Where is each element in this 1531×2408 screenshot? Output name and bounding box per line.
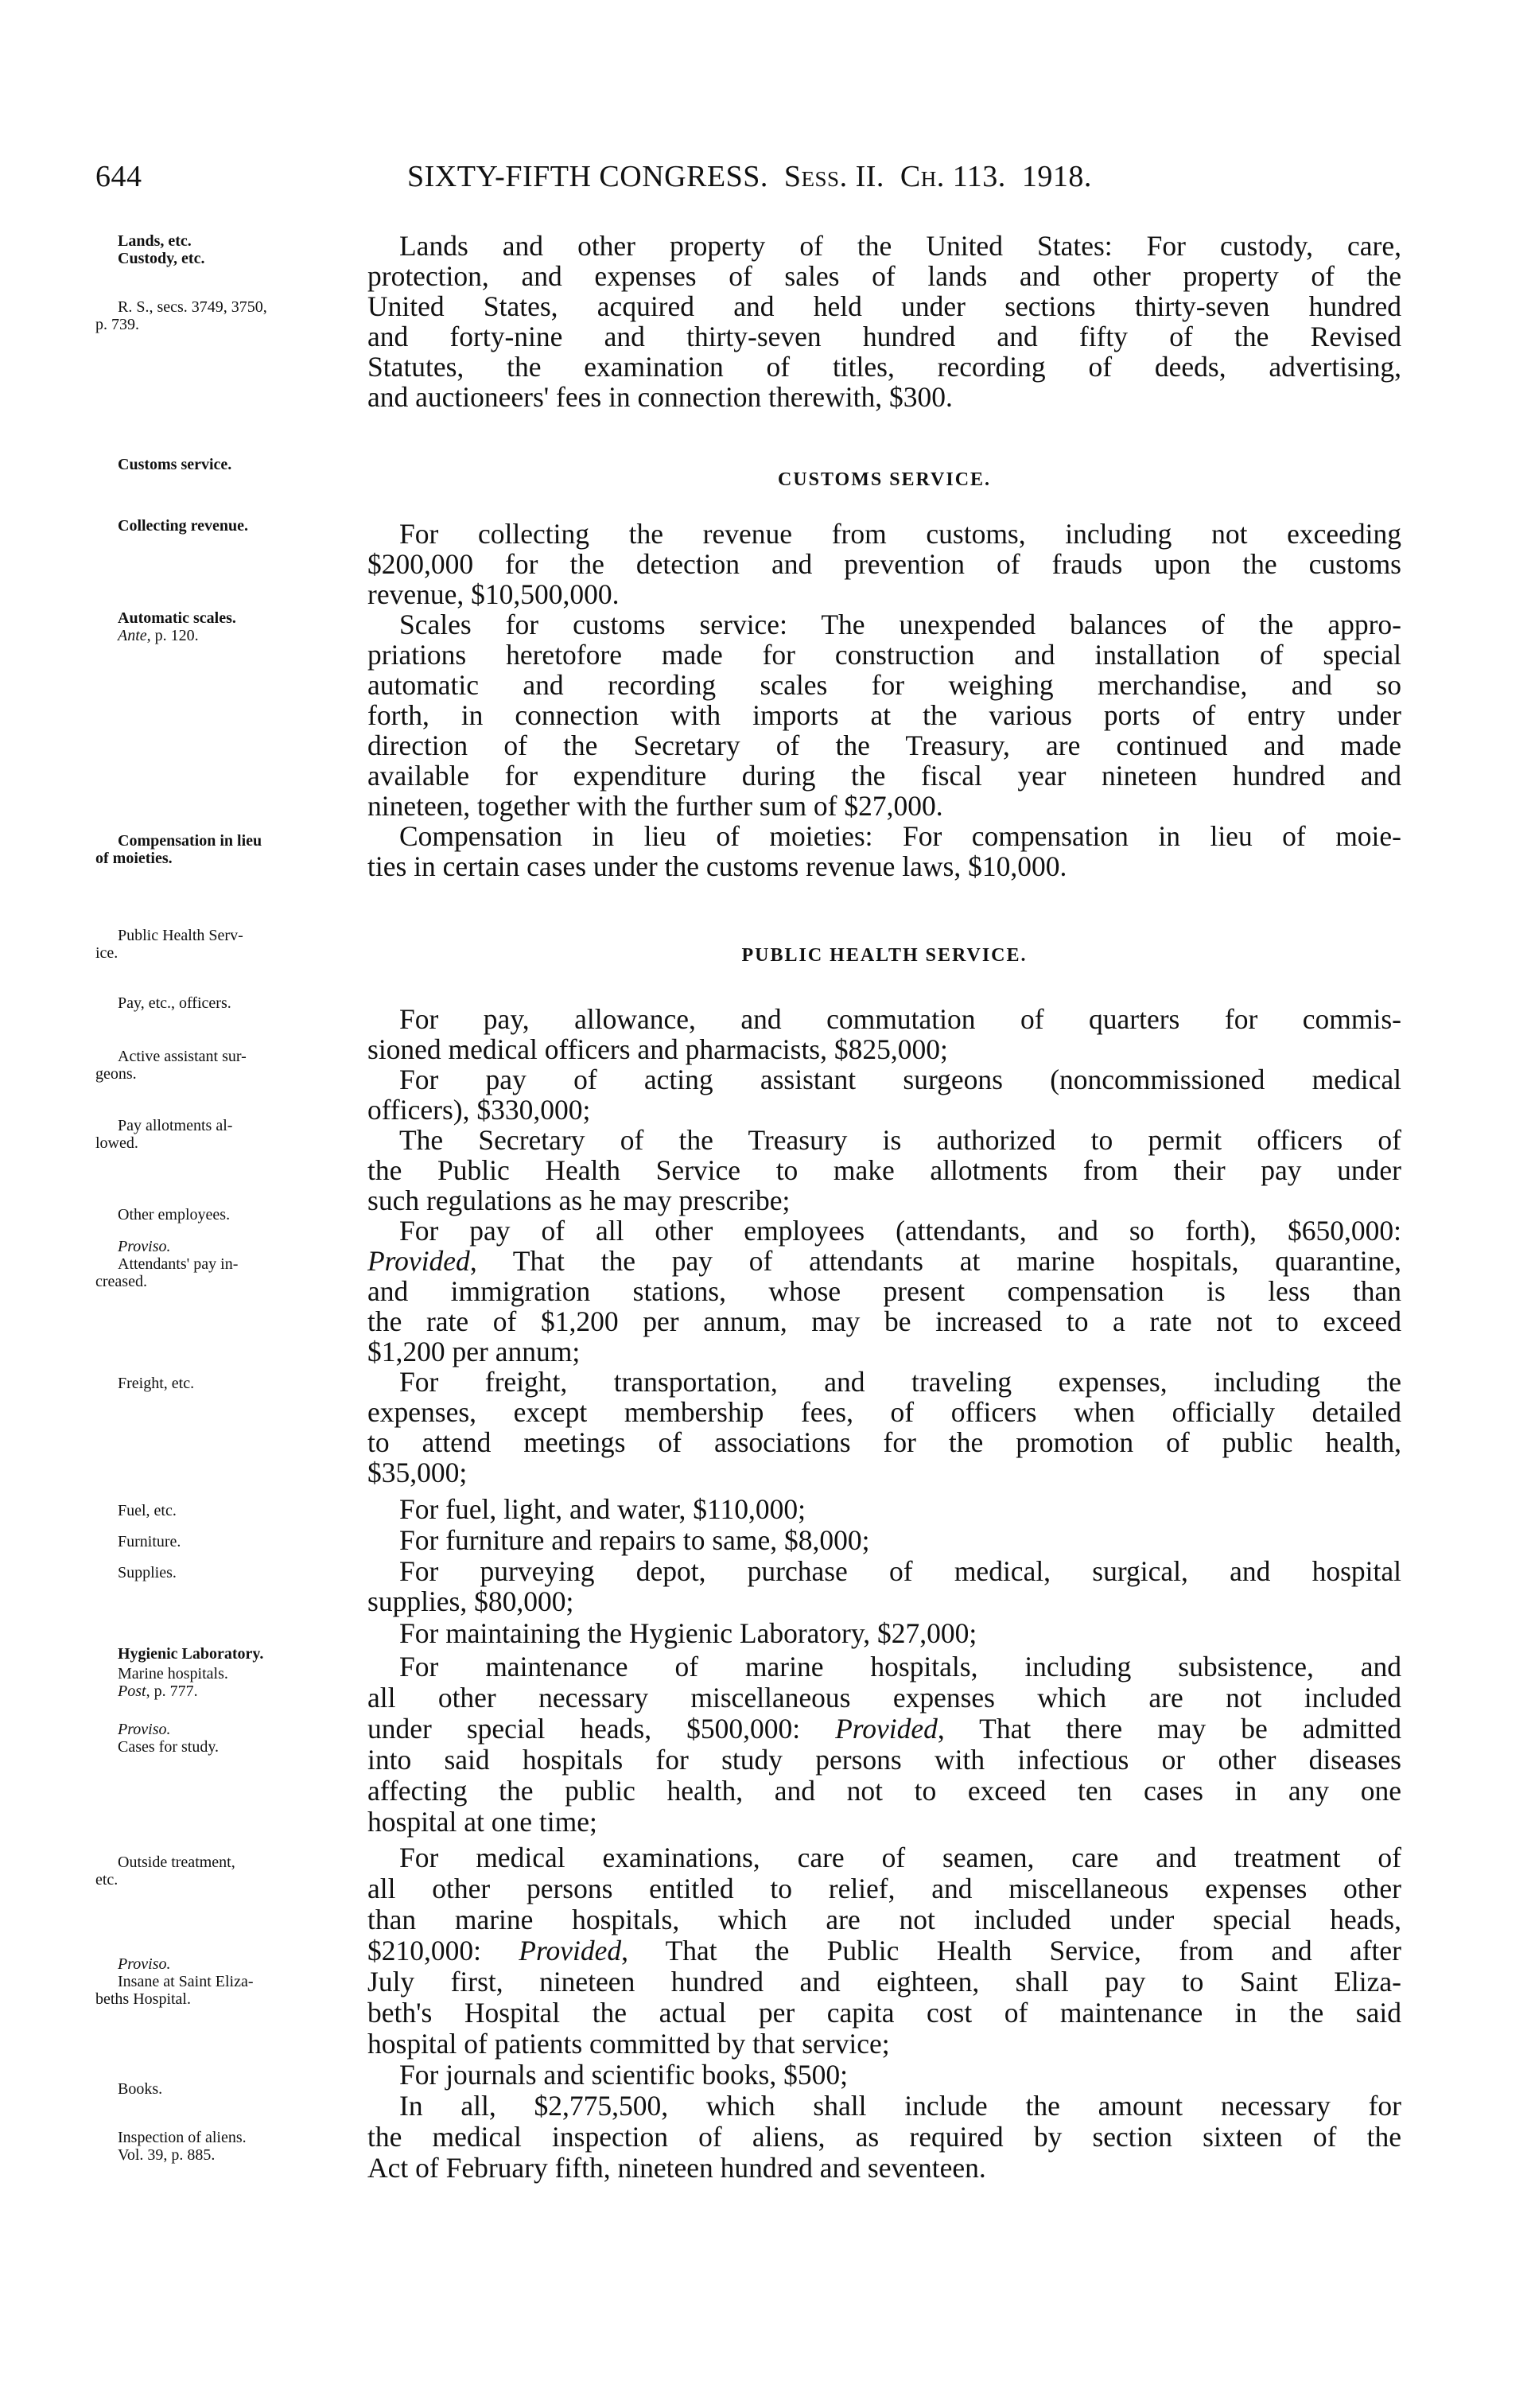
section-heading-customs: CUSTOMS SERVICE. bbox=[777, 469, 992, 490]
body-line: forth, in connection with imports at the various ports of entry under bbox=[367, 699, 1401, 731]
body-line: For fuel, light, and water, $110,000; bbox=[399, 1493, 806, 1525]
margin-note-books: Books. bbox=[118, 2080, 163, 2098]
margin-note-lands: Lands, etc. Custody, etc. bbox=[118, 232, 205, 267]
margin-note-collecting: Collecting revenue. bbox=[118, 517, 249, 535]
margin-note-fuel: Fuel, etc. bbox=[118, 1502, 177, 1519]
margin-note-allotments: Pay allotments al- lowed. bbox=[95, 1117, 233, 1152]
body-line: hospital of patients committed by that service; bbox=[367, 2028, 890, 2060]
margin-note-proviso-attendants: Proviso. Attendants' pay in- creased. bbox=[95, 1238, 239, 1290]
running-title: SIXTY-FIFTH CONGRESS. bbox=[407, 160, 768, 193]
body-line: Lands and other property of the United States: For custody, care, bbox=[399, 230, 1401, 262]
margin-note-pay-officers: Pay, etc., officers. bbox=[118, 994, 231, 1012]
body-line: For pay, allowance, and commutation of quarters for commis- bbox=[399, 1003, 1401, 1035]
body-line: available for expenditure during the fiscal year nineteen hundred and bbox=[367, 760, 1401, 792]
body-line: For journals and scientific books, $500; bbox=[399, 2059, 848, 2091]
margin-note-outside: Outside treatment, etc. bbox=[95, 1854, 235, 1889]
body-line: In all, $2,775,500, which shall include the amount necessary for bbox=[399, 2090, 1401, 2122]
body-line: For pay of all other employees (attendants, and so forth), $650,000: bbox=[399, 1215, 1401, 1247]
margin-note-proviso-cases: Proviso. Cases for study. bbox=[118, 1721, 220, 1756]
body-line: all other persons entitled to relief, and miscellaneous expenses other bbox=[367, 1873, 1401, 1904]
body-line: all other necessary miscellaneous expenses which are not included bbox=[367, 1682, 1401, 1714]
page-header bbox=[95, 159, 1400, 199]
body-line: to attend meetings of associations for the promotion of public health, bbox=[367, 1426, 1401, 1458]
margin-note-hygienic: Hygienic Laboratory. bbox=[118, 1645, 264, 1663]
body-line: For pay of acting assistant surgeons (noncommissioned medical bbox=[399, 1064, 1401, 1095]
body-line-provided: Provided, That the pay of attendants at marine hospitals, quarantine, bbox=[367, 1245, 1401, 1277]
body-line: ties in certain cases under the customs revenue laws, $10,000. bbox=[367, 850, 1067, 882]
body-line: the Public Health Service to make allotments from their pay under bbox=[367, 1154, 1401, 1186]
body-line: United States, acquired and held under sections thirty-seven hundred bbox=[367, 290, 1401, 322]
body-line: Statutes, the examination of titles, recording of deeds, advertising, bbox=[367, 351, 1401, 383]
body-line: priations heretofore made for construction and installation of special bbox=[367, 639, 1401, 671]
body-line: revenue, $10,500,000. bbox=[367, 578, 620, 610]
margin-note-supplies: Supplies. bbox=[118, 1564, 177, 1581]
body-line: officers), $330,000; bbox=[367, 1094, 591, 1126]
body-line: and auctioneers' fees in connection therewith, $300. bbox=[367, 381, 953, 413]
body-line: protection, and expenses of sales of lands and other property of the bbox=[367, 260, 1401, 292]
body-line: the rate of $1,200 per annum, may be increased to a rate not to exceed bbox=[367, 1305, 1401, 1337]
margin-note-active-assistant: Active assistant sur- geons. bbox=[95, 1048, 247, 1083]
body-line: Scales for customs service: The unexpended balances of the appro- bbox=[399, 609, 1401, 640]
body-line: For maintaining the Hygienic Laboratory, $27,000; bbox=[399, 1617, 977, 1649]
body-line: nineteen, together with the further sum of $27,000. bbox=[367, 790, 943, 822]
body-line: expenses, except membership fees, of officers when officially detailed bbox=[367, 1396, 1401, 1428]
margin-note-phs: Public Health Serv- ice. bbox=[95, 927, 243, 962]
body-line: Compensation in lieu of moieties: For compensation in lieu of moie- bbox=[399, 820, 1401, 852]
margin-note-customs: Customs service. bbox=[118, 456, 232, 473]
body-line: than marine hospitals, which are not included under special heads, bbox=[367, 1904, 1401, 1935]
margin-note-rs: R. S., secs. 3749, 3750, p. 739. bbox=[95, 298, 267, 333]
body-line: beth's Hospital the actual per capita cost of maintenance in the said bbox=[367, 1997, 1401, 2029]
body-line: For medical examinations, care of seamen, care and treatment of bbox=[399, 1842, 1401, 1873]
body-line: $35,000; bbox=[367, 1457, 468, 1488]
margin-note-moieties: Compensation in lieu of moieties. bbox=[95, 832, 262, 867]
body-line: such regulations as he may prescribe; bbox=[367, 1185, 791, 1216]
margin-note-scales: Automatic scales. Ante, p. 120. bbox=[118, 609, 236, 644]
year: 1918. bbox=[1021, 160, 1092, 193]
body-line: For maintenance of marine hospitals, including subsistence, and bbox=[399, 1651, 1401, 1682]
running-head bbox=[407, 159, 1092, 194]
margin-note-freight: Freight, etc. bbox=[118, 1375, 195, 1392]
margin-note-other-employees: Other employees. bbox=[118, 1206, 231, 1223]
body-line-provided: $210,000: Provided, That the Public Health Service, from and after bbox=[367, 1935, 1401, 1966]
body-line-provided: under special heads, $500,000: Provided, That there may be admitted bbox=[367, 1713, 1401, 1745]
body-line: supplies, $80,000; bbox=[367, 1585, 574, 1617]
body-line: The Secretary of the Treasury is authorized to permit officers of bbox=[399, 1124, 1401, 1156]
body-line: For freight, transportation, and traveling expenses, including the bbox=[399, 1366, 1401, 1398]
body-line: and immigration stations, whose present compensation is less than bbox=[367, 1275, 1401, 1307]
body-line: For collecting the revenue from customs, including not exceeding bbox=[399, 518, 1401, 550]
body-line: $1,200 per annum; bbox=[367, 1336, 581, 1367]
body-line: Act of February fifth, nineteen hundred and seventeen. bbox=[367, 2152, 986, 2184]
body-line: July first, nineteen hundred and eighteen, shall pay to Saint Eliza- bbox=[367, 1966, 1401, 1998]
body-line: affecting the public health, and not to exceed ten cases in any one bbox=[367, 1775, 1401, 1807]
body-line: For purveying depot, purchase of medical, surgical, and hospital bbox=[399, 1555, 1401, 1587]
margin-note-proviso-insane: Proviso. Insane at Saint Eliza- beths Hospital. bbox=[95, 1955, 254, 2008]
body-line: $200,000 for the detection and prevention of frauds upon the customs bbox=[367, 548, 1401, 580]
margin-note-furniture: Furniture. bbox=[118, 1533, 181, 1550]
body-line: into said hospitals for study persons with infectious or other diseases bbox=[367, 1744, 1401, 1776]
margin-note-marine: Marine hospitals. Post, p. 777. bbox=[118, 1665, 228, 1700]
session: Sess. II. bbox=[783, 160, 884, 193]
body-line: and forty-nine and thirty-seven hundred and fifty of the Revised bbox=[367, 321, 1401, 352]
body-line: automatic and recording scales for weighing merchandise, and so bbox=[367, 669, 1401, 701]
body-line: direction of the Secretary of the Treasury, are continued and made bbox=[367, 729, 1401, 761]
margin-note-aliens: Inspection of aliens. Vol. 39, p. 885. bbox=[118, 2129, 247, 2164]
body-line: hospital at one time; bbox=[367, 1806, 597, 1838]
body-line: the medical inspection of aliens, as required by section sixteen of the bbox=[367, 2121, 1401, 2153]
chapter: Ch. 113. bbox=[900, 160, 1006, 193]
page-number: 644 bbox=[95, 160, 142, 193]
section-heading-public-health: PUBLIC HEALTH SERVICE. bbox=[741, 945, 1028, 966]
body-line: For furniture and repairs to same, $8,000; bbox=[399, 1524, 870, 1556]
body-line: sioned medical officers and pharmacists, $825,000; bbox=[367, 1033, 948, 1065]
